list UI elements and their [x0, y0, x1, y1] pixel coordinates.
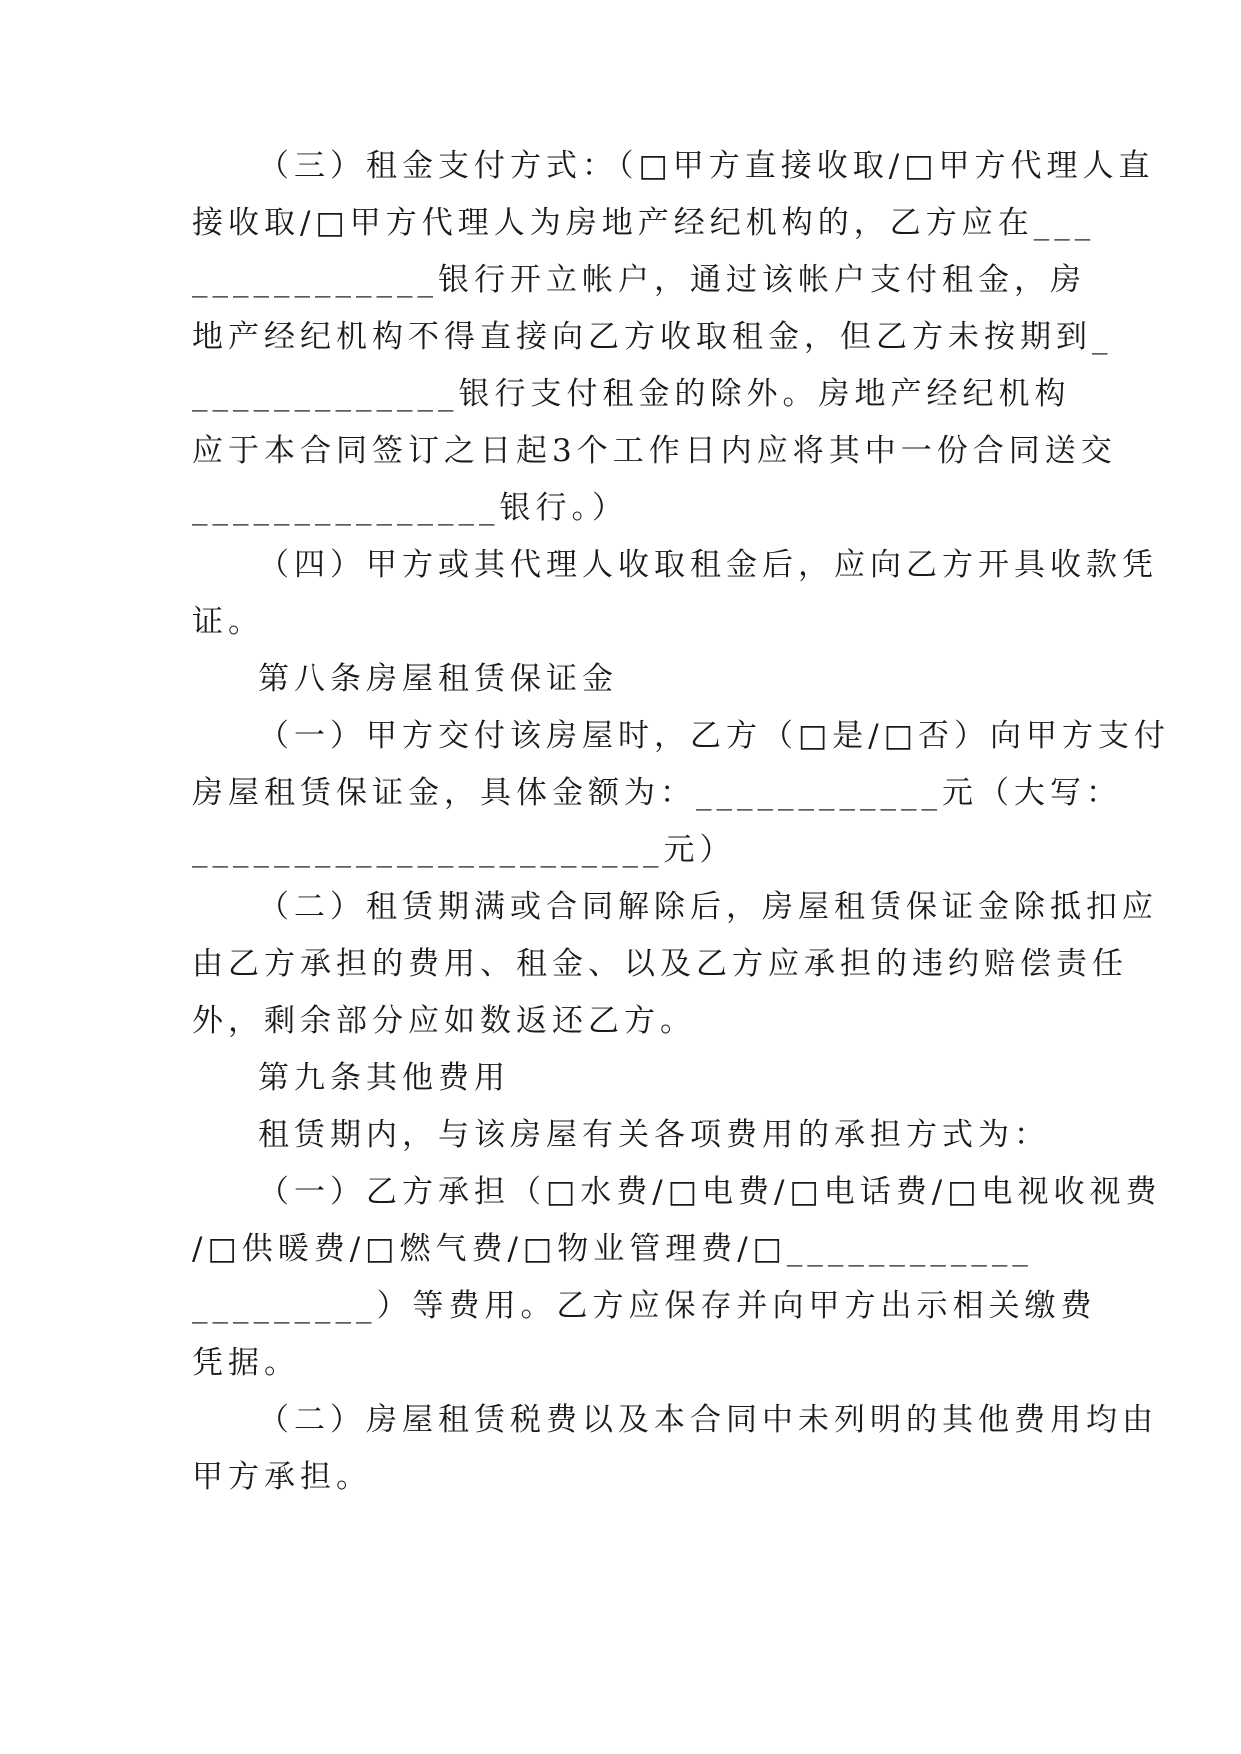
text-line — [192, 431, 1117, 471]
line-text: 房屋租赁保证金，具体金额为：____________元（大写： — [192, 775, 1122, 811]
text-line — [192, 1229, 1033, 1269]
section-heading — [258, 1058, 510, 1098]
text-line — [258, 545, 1158, 585]
text-line — [258, 1400, 1158, 1440]
text-line — [192, 1001, 696, 1041]
line-text: （三）租金支付方式：（□甲方直接收取/□甲方代理人直 — [258, 148, 1155, 184]
line-text: 第九条其他费用 — [258, 1060, 510, 1096]
text-line — [258, 716, 1170, 756]
line-text: （一）乙方承担（□水费/□电费/□电话费/□电视收视费 — [258, 1174, 1162, 1210]
text-line — [258, 146, 1155, 186]
line-text: 外，剩余部分应如数返还乙方。 — [192, 1003, 696, 1039]
line-text: 由乙方承担的费用、租金、以及乙方应承担的违约赔偿责任 — [192, 946, 1128, 982]
line-text: ____________银行开立帐户，通过该帐户支付租金，房 — [192, 262, 1086, 298]
section-heading — [258, 659, 618, 699]
text-line — [258, 887, 1158, 927]
line-text: /□供暖费/□燃气费/□物业管理费/□____________ — [192, 1231, 1033, 1267]
line-text: 应于本合同签订之日起3个工作日内应将其中一份合同送交 — [192, 433, 1117, 469]
line-text: _______________银行。） — [192, 490, 628, 526]
text-line — [192, 773, 1122, 813]
text-line — [192, 374, 1071, 414]
line-text: _____________银行支付租金的除外。房地产经纪机构 — [192, 376, 1071, 412]
line-text: _________）等费用。乙方应保存并向甲方出示相关缴费 — [192, 1288, 1097, 1324]
text-line — [192, 1286, 1097, 1326]
line-text: 地产经纪机构不得直接向乙方收取租金，但乙方未按期到_ — [192, 319, 1113, 355]
text-line — [192, 602, 264, 642]
text-line — [258, 1172, 1162, 1212]
text-line — [192, 944, 1128, 984]
text-line — [192, 260, 1086, 300]
text-line — [258, 1115, 1050, 1155]
line-text: 甲方承担。 — [192, 1459, 372, 1495]
text-line — [192, 830, 736, 870]
text-line — [192, 1457, 372, 1497]
text-line — [192, 1343, 300, 1383]
line-text: 证。 — [192, 604, 264, 640]
line-text: 租赁期内，与该房屋有关各项费用的承担方式为： — [258, 1117, 1050, 1153]
line-text: 接收取/□甲方代理人为房地产经纪机构的，乙方应在___ — [192, 205, 1096, 241]
line-text: （一）甲方交付该房屋时，乙方（□是/□否）向甲方支付 — [258, 718, 1171, 754]
line-text: 凭据。 — [192, 1345, 300, 1381]
line-text: （二）房屋租赁税费以及本合同中未列明的其他费用均由 — [258, 1402, 1158, 1438]
line-text: （四）甲方或其代理人收取租金后，应向乙方开具收款凭 — [258, 547, 1158, 583]
text-line — [192, 317, 1113, 357]
line-text: _______________________元） — [192, 832, 736, 868]
text-line — [192, 488, 628, 528]
line-text: 第八条房屋租赁保证金 — [258, 661, 618, 697]
line-text: （二）租赁期满或合同解除后，房屋租赁保证金除抵扣应 — [258, 889, 1158, 925]
text-line — [192, 203, 1095, 243]
